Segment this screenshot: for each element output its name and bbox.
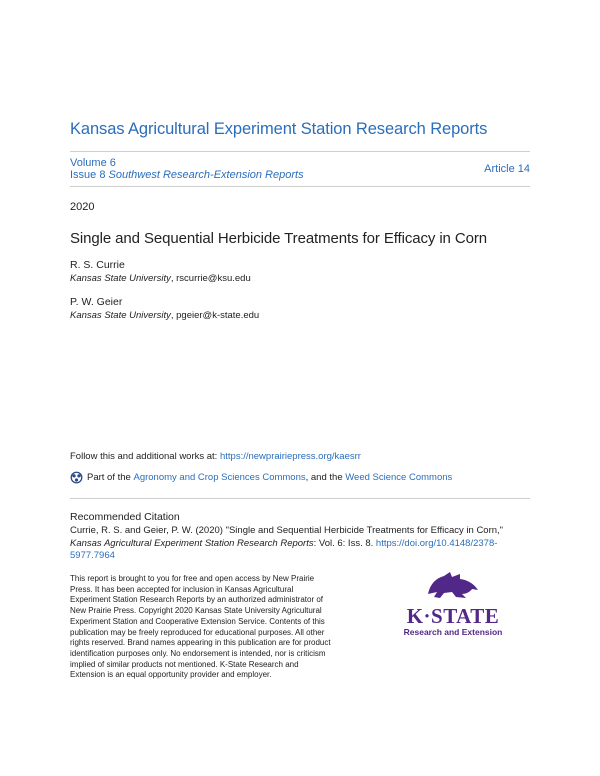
- author-institution: Kansas State University: [70, 273, 171, 284]
- issue-link[interactable]: [70, 169, 304, 181]
- author-affiliation: [70, 273, 251, 284]
- author-affiliation: [70, 310, 259, 321]
- issue-number: Issue 8: [70, 169, 106, 181]
- follow-line: [70, 451, 361, 462]
- logo-wordmark: K·STATE: [406, 604, 500, 628]
- logo-subtitle: Research and Extension: [403, 627, 503, 637]
- publication-year: 2020: [70, 201, 95, 213]
- author-email: , rscurrie@ksu.edu: [170, 273, 251, 284]
- author-email: , pgeier@k-state.edu: [170, 310, 260, 321]
- volume-link[interactable]: Volume 6: [70, 157, 116, 169]
- recommended-citation-heading: Recommended Citation: [70, 511, 180, 523]
- citation-details: : Vol. 6: Iss. 8.: [313, 537, 376, 549]
- doi-link[interactable]: https://doi.org/10.4148/2378-5977.7964: [70, 537, 498, 561]
- issue-series: Southwest Research-Extension Reports: [108, 169, 304, 181]
- part-of-middle: , and the: [305, 472, 343, 483]
- part-of-prefix: Part of the: [87, 472, 131, 483]
- weed-science-commons-link[interactable]: Weed Science Commons: [345, 472, 453, 483]
- agronomy-commons-link[interactable]: Agronomy and Crop Sciences Commons: [133, 472, 306, 483]
- citation-journal: Kansas Agricultural Experiment Station Research Reports: [70, 537, 314, 549]
- article-title: Single and Sequential Herbicide Treatments for Efficacy in Corn: [70, 230, 487, 247]
- follow-link[interactable]: https://newprairiepress.org/kaesrr: [219, 451, 361, 462]
- network-icon: [70, 471, 83, 484]
- citation-line: Currie, R. S. and Geier, P. W. (2020) "Single and Sequential Herbicide Treatments for Efficacy in Corn,": [70, 525, 504, 536]
- follow-prefix: Follow this and additional works at:: [70, 451, 220, 462]
- kstate-logo: [398, 570, 508, 637]
- divider: [70, 498, 530, 499]
- author-name: P. W. Geier: [70, 296, 123, 308]
- divider: [70, 186, 530, 187]
- author-name: R. S. Currie: [70, 259, 125, 271]
- journal-title[interactable]: Kansas Agricultural Experiment Station Research Reports: [70, 120, 488, 138]
- article-link[interactable]: Article 14: [484, 163, 530, 175]
- wildcat-logo-icon: [426, 570, 480, 600]
- divider: [70, 151, 530, 152]
- report-statement: This report is brought to you for free and open access by New Prairie Press. It has been accepted for inclusion in Kansas Agricultural Experiment Station Research Reports by an authorized administrator of New Prairie Press. Copyright 2020 Kansas State University Agricultural Experiment Station and Cooperative Extension Service. Contents of this publication may be freely reproduced for educational purposes. All other rights reserved. Brand names appearing in this publication are for product identification purposes only. No endorsement is intended, nor is criticism implied of similar products not mentioned. K-State Research and Extension is an equal opportunity provider and employer.: [70, 574, 331, 680]
- part-of-line: [70, 471, 452, 484]
- citation-text: [70, 525, 530, 563]
- author-institution: Kansas State University: [70, 310, 171, 321]
